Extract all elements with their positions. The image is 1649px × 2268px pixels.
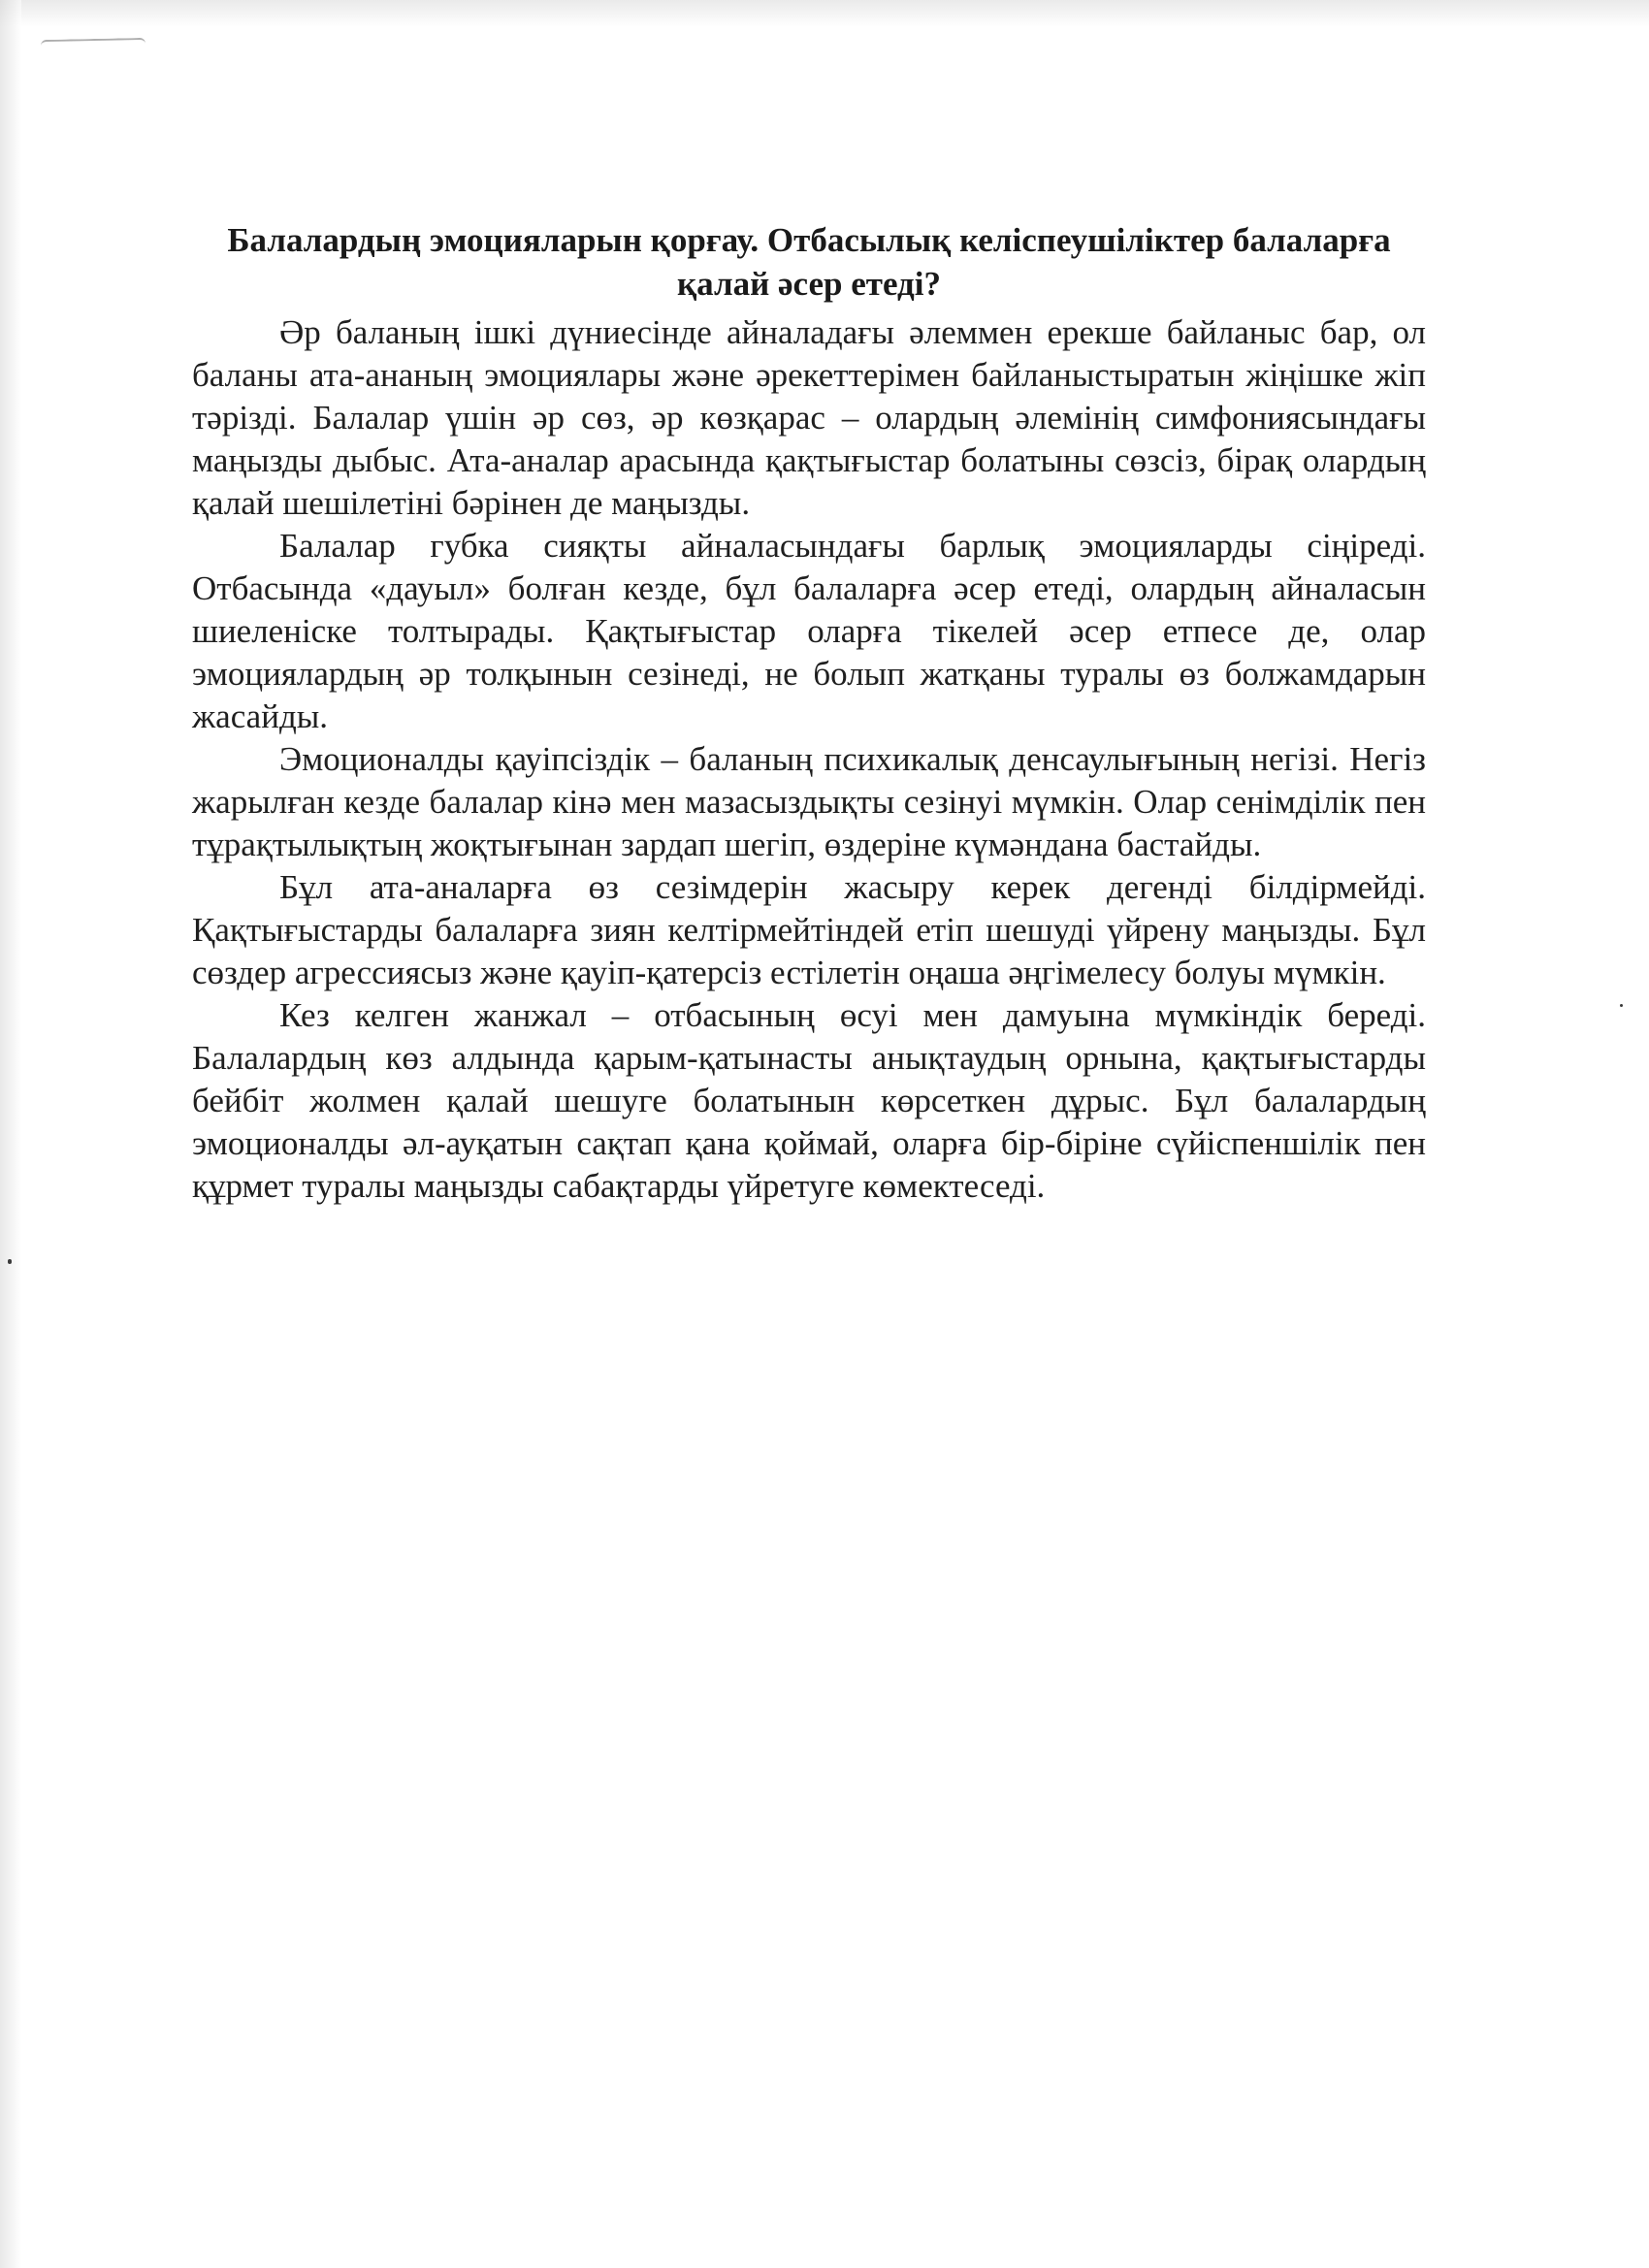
paragraph-1: Әр баланың ішкі дүниесінде айналадағы әлеммен ерекше байланыс бар, ол баланы ата-ананың эмоциялары және әрекеттерімен байланыстыратын жіңішке жіп тәрізді. Балалар үшін әр сөз, әр көзқарас – олардың әлемінің симфониясындағы маңызды дыбыс. Ата-аналар арасында қақтығыстар болатыны сөзсіз, бірақ олардың қалай шешілетіні бәрінен де маңызды. [192,313,1426,522]
scan-speck [1620,1004,1623,1007]
scan-edge-top [0,0,1649,27]
document-title: Балалардың эмоцияларын қорғау. Отбасылық келіспеушіліктер балаларға қалай әсер етеді? [227,221,1391,303]
paragraph-4: Бұл ата-аналарға өз сезімдерін жасыру керек дегенді білдірмейді. Қақтығыстарды балаларға зиян келтірмейтіндей етіп шешуді үйрену маңызды. Бұл сөздер агрессиясыз және қауіп-қатерсіз естілетін оңаша әңгімелесу болуы мүмкін. [192,868,1426,991]
staple-mark [41,38,146,51]
document-page [192,218,1426,1208]
paragraph-5: Кез келген жанжал – отбасының өсуі мен дамуына мүмкіндік береді. Балалардың көз алдында қарым-қатынасты анықтаудың орнына, қақтығыстарды бейбіт жолмен қалай шешуге болатынын көрсеткен дұрыс. Бұл балалардың эмоционалды әл-ауқатын сақтап қана қоймай, оларға бір-біріне сүйіспеншілік пен құрмет туралы маңызды сабақтарды үйретуге көмектеседі. [192,996,1426,1205]
paragraph-3: Эмоционалды қауіпсіздік – баланың психикалық денсаулығының негізі. Негіз жарылған кезде балалар кінә мен мазасыздықты сезінуі мүмкін. Олар сенімділік пен тұрақтылықтың жоқтығынан зардап шегіп, өздеріне күмәндана бастайды. [192,740,1426,863]
paragraph-2: Балалар губка сияқты айналасындағы барлық эмоцияларды сіңіреді. Отбасында «дауыл» болған кезде, бұл балаларға әсер етеді, олардың айналасын шиеленіске толтырады. Қақтығыстар оларға тікелей әсер етпесе де, олар эмоциялардың әр толқынын сезінеді, не болып жатқаны туралы өз болжамдарын жасайды. [192,527,1426,735]
scan-speck [8,1259,12,1264]
scan-edge-left [0,0,21,2268]
